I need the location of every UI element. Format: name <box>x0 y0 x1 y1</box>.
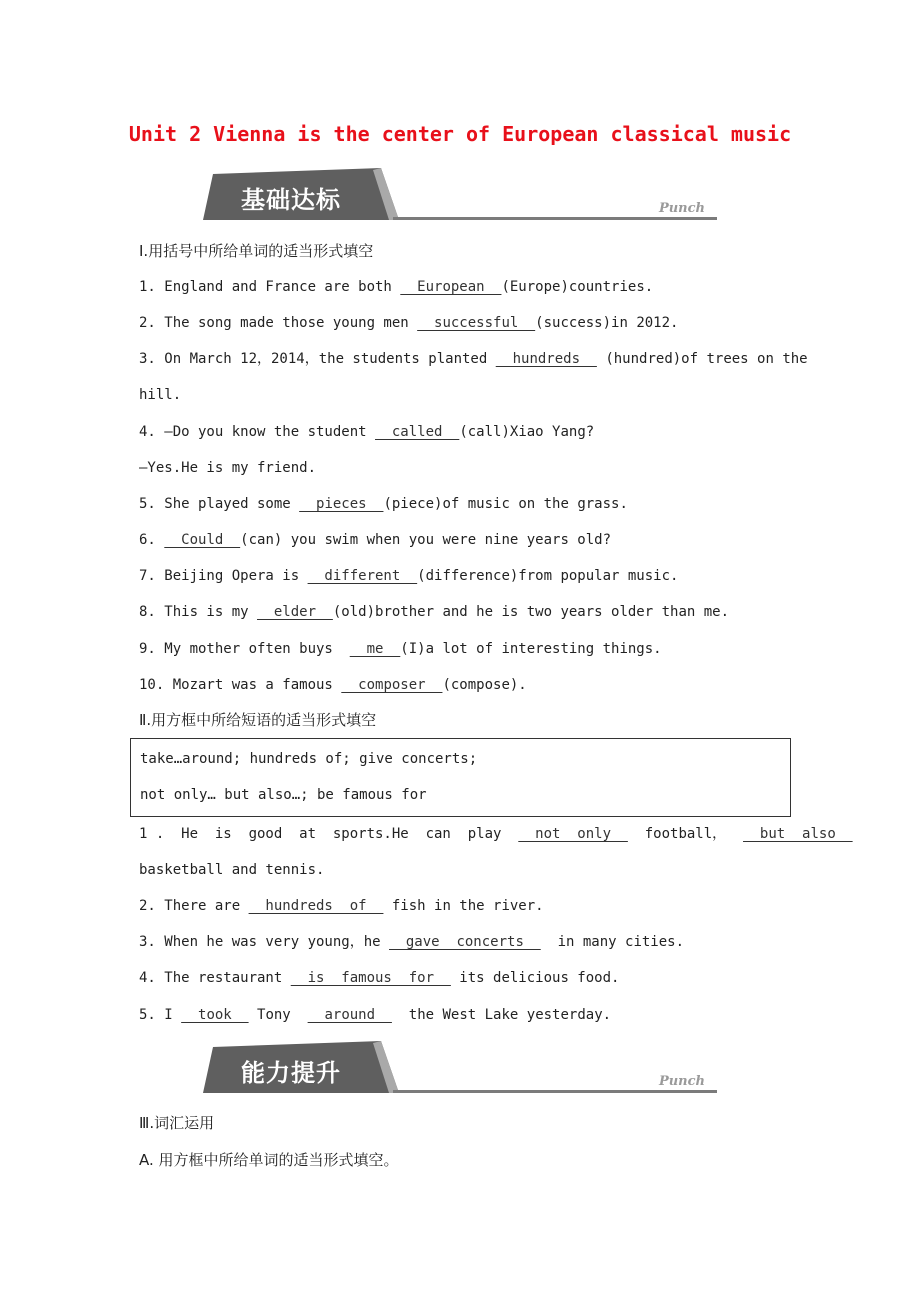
exercise-line <box>139 386 181 404</box>
question-text: football， <box>627 826 744 842</box>
exercise-line <box>139 969 619 987</box>
question-text: (piece)of music on the grass. <box>383 496 628 512</box>
question-text: 3. On March 12，2014，the students planted <box>139 351 496 367</box>
answer-blank: called <box>375 424 460 440</box>
exercise-line <box>139 897 544 915</box>
question-text: (compose). <box>442 677 527 693</box>
question-text: 4. —Do you know the student <box>139 424 376 440</box>
answer-blank: not only <box>518 826 628 842</box>
answer-blank: gave concerts <box>389 934 541 950</box>
phrase-box <box>130 738 791 817</box>
exercise-line <box>139 459 316 477</box>
answer-blank: different <box>307 568 418 584</box>
question-text: 8. This is my <box>139 604 258 620</box>
question-text: Tony <box>248 1007 308 1023</box>
question-text: (call)Xiao Yang? <box>459 424 595 440</box>
question-text: 6. <box>139 532 165 548</box>
question-text: (difference)from popular music. <box>417 568 679 584</box>
unit-title: Unit 2 Vienna is the center of European classical music <box>128 122 792 146</box>
exercise-line <box>139 1006 611 1024</box>
exercise-line <box>139 603 729 621</box>
question-text: 2. The song made those young men <box>139 315 418 331</box>
exercise-line <box>139 640 662 658</box>
exercise-line <box>139 567 678 585</box>
question-text: (can) you swim when you were nine years old? <box>240 532 612 548</box>
question-text: —Yes.He is my friend. <box>139 460 317 476</box>
banner-rule <box>393 217 717 220</box>
section3-subheading: A. 用方框中所给单词的适当形式填空。 <box>139 1151 399 1169</box>
question-text: 3. When he was very young，he <box>139 934 390 950</box>
question-text: 1 . He is good at sports.He can play <box>139 826 519 842</box>
answer-blank: Could <box>164 532 241 548</box>
question-text: 5. She played some <box>139 496 300 512</box>
question-text: 9. My mother often buys <box>139 641 350 657</box>
section3-heading: Ⅲ.词汇运用 <box>139 1114 215 1132</box>
answer-blank: successful <box>417 315 536 331</box>
exercise-line <box>139 278 653 296</box>
question-text: (success)in 2012. <box>535 315 679 331</box>
exercise-line <box>139 531 611 549</box>
section1-heading: Ⅰ.用括号中所给单词的适当形式填空 <box>139 242 374 260</box>
exercise-line <box>139 423 594 441</box>
answer-blank: pieces <box>299 496 384 512</box>
exercise-line <box>139 350 808 368</box>
question-text: (hundred)of trees on the <box>596 351 808 367</box>
phrase-box-line-1: take…around; hundreds of; give concerts; <box>140 751 478 767</box>
section-banner-advanced <box>203 1041 717 1097</box>
exercise-line <box>139 861 324 879</box>
question-text: 10. Mozart was a famous <box>139 677 342 693</box>
answer-blank: around <box>307 1007 392 1023</box>
exercise-line <box>139 676 527 694</box>
question-text: (old)brother and he is two years older than me. <box>332 604 730 620</box>
answer-blank: but also <box>743 826 853 842</box>
exercise-line <box>139 933 684 951</box>
question-text: in many cities. <box>540 934 685 950</box>
question-text: 2. There are <box>139 898 249 914</box>
question-text: (Europe)countries. <box>501 279 654 295</box>
punch-label: Punch <box>658 1074 705 1089</box>
exercise-line <box>139 825 853 843</box>
question-text: fish in the river. <box>383 898 544 914</box>
exercise-line <box>139 314 678 332</box>
section-banner-basic <box>203 168 717 224</box>
section2-heading: Ⅱ.用方框中所给短语的适当形式填空 <box>139 711 377 729</box>
question-text: 1. England and France are both <box>139 279 401 295</box>
answer-blank: hundreds of <box>248 898 384 914</box>
banner-label: 基础达标 <box>241 186 341 214</box>
question-text: 7. Beijing Opera is <box>139 568 308 584</box>
banner-label: 能力提升 <box>241 1059 341 1087</box>
question-text: its delicious food. <box>450 970 620 986</box>
question-text: basketball and tennis. <box>139 862 325 878</box>
answer-blank: elder <box>257 604 333 620</box>
question-text: the West Lake yesterday. <box>391 1007 612 1023</box>
answer-blank: me <box>349 641 401 657</box>
answer-blank: hundreds <box>495 351 597 367</box>
answer-blank: composer <box>341 677 443 693</box>
exercise-line <box>139 495 628 513</box>
answer-blank: is famous for <box>290 970 451 986</box>
phrase-box-line-2: not only… but also…; be famous for <box>140 787 427 803</box>
question-text: (I)a lot of interesting things. <box>400 641 662 657</box>
punch-label: Punch <box>658 201 705 216</box>
answer-blank: took <box>181 1007 249 1023</box>
question-text: 4. The restaurant <box>139 970 291 986</box>
question-text: hill. <box>139 387 182 403</box>
question-text: 5. I <box>139 1007 182 1023</box>
banner-rule <box>393 1090 717 1093</box>
answer-blank: European <box>400 279 502 295</box>
